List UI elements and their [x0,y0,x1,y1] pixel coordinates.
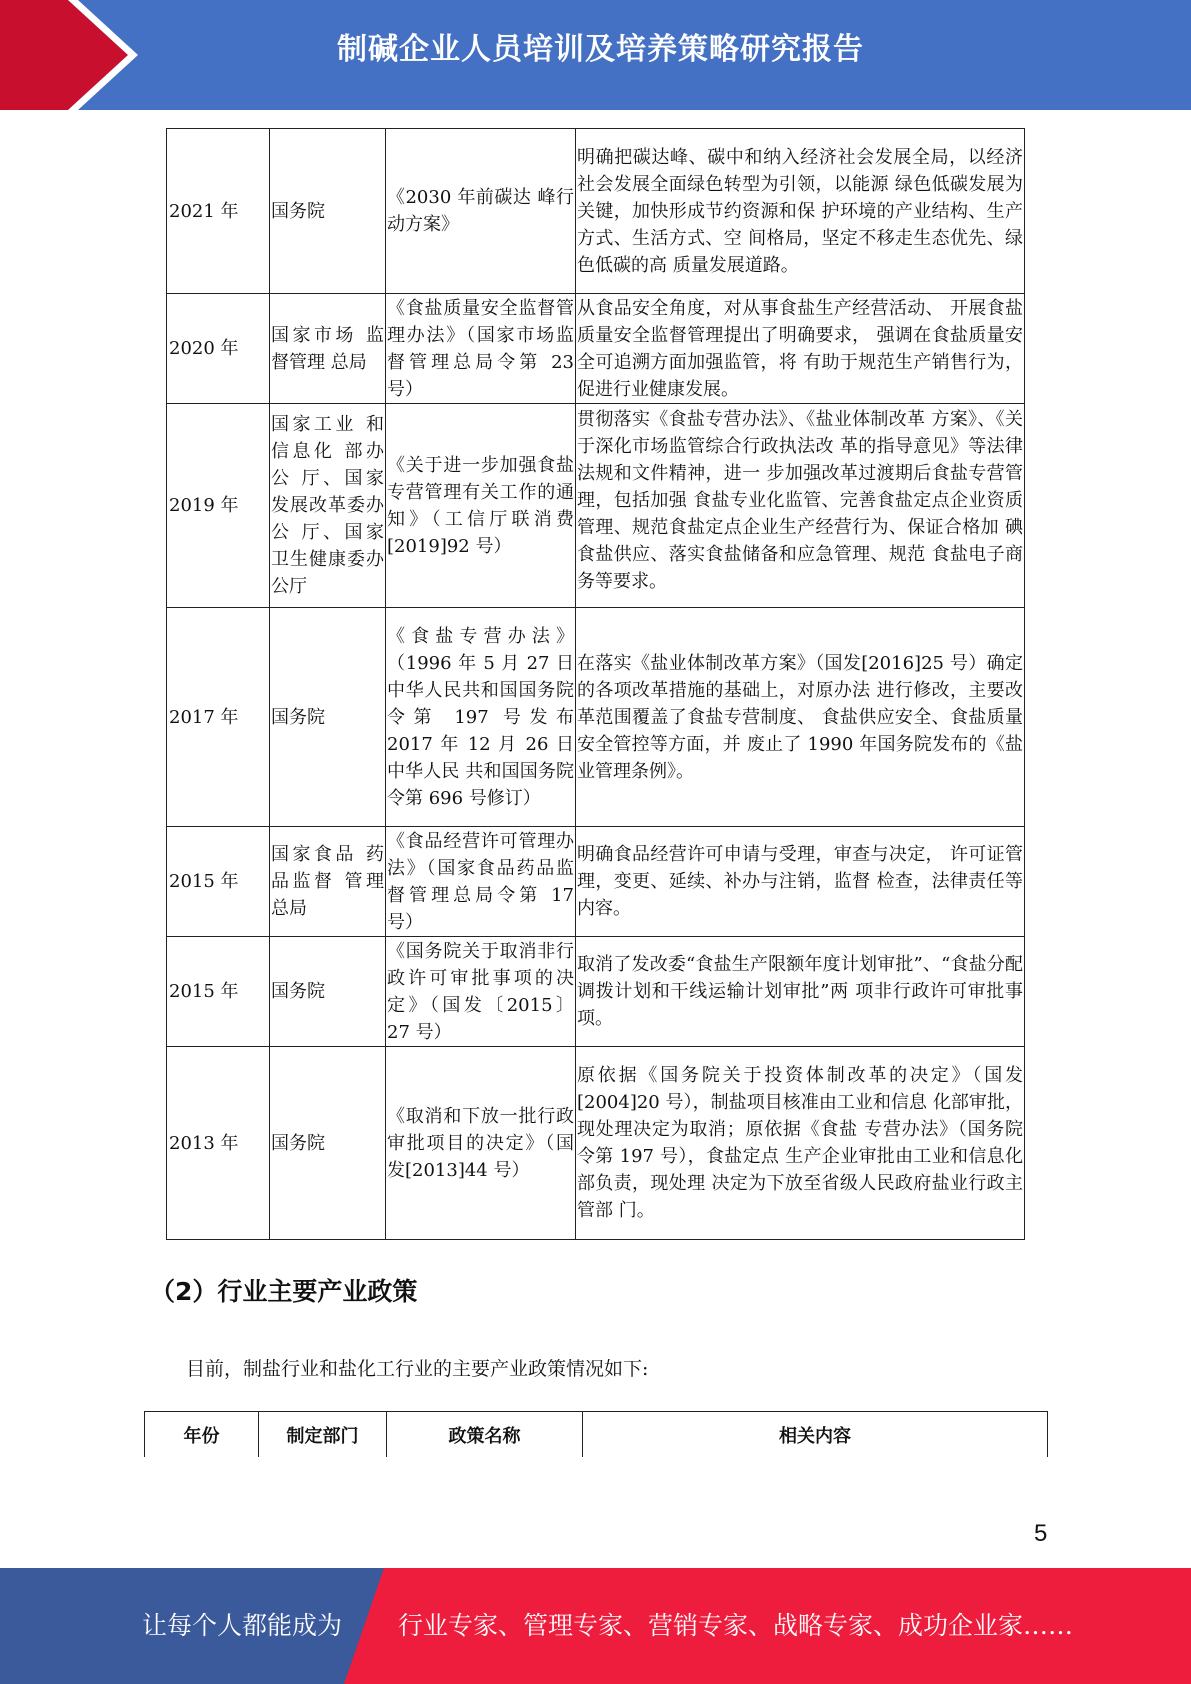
policy-cell: 《2030 年前碳达 峰行动方案》 [386,129,576,294]
year-cell: 2017 年 [167,608,270,827]
policy-cell: 《食盐质量安全监督管理办法》（国家市场监督管理总局令第 23 号） [386,294,576,404]
content-cell: 明确把碳达峰、碳中和纳入经济社会发展全局，以经济社会发展全面绿色转型为引领，以能源 绿色低碳发展为关键，加快形成节约资源和保 护环境的产业结构、生产方式、生活方式、空 间格局，坚定不移走生态优先、绿色低碳的高 质量发展道路。 [576,129,1025,294]
year-cell: 2020 年 [167,294,270,404]
content-cell [576,404,1025,608]
industry-policy-table [144,1411,1048,1457]
table-row [167,937,1025,1047]
column-header-year: 年份 [145,1412,259,1458]
policy-table [166,128,1025,1240]
content-text: 贯彻落实《食盐专营办法》、《盐业体制改革 方案》、《关于深化市场监管综合行政执法改 革的指导意见》等法律法规和文件精神，进一 步加强改革过渡期后食盐专营管理，包括加强 食盐专业化监管、完善食盐定点企业资质管理、规范食盐定点企业生产经营行为、保证合格加 碘食盐供应、落实食盐储备和应急管理、规范 食盐电子商务等要求。 [577,408,1023,592]
table-row [167,827,1025,937]
page-number: 5 [1034,1520,1048,1547]
dept-cell: 国务院 [270,129,386,294]
year-cell: 2021 年 [167,129,270,294]
table-row [167,294,1025,404]
dept-cell: 国务院 [270,608,386,827]
year-cell: 2015 年 [167,827,270,937]
dept-cell: 国家食品 药品监督 管理总局 [270,827,386,937]
table-row [167,608,1025,827]
content-cell: 取消了发改委“食盐生产限额年度计划审批”、“食盐分配调拨计划和干线运输计划审批”两 项非行政许可审批事项。 [576,937,1025,1047]
year-cell: 2015 年 [167,937,270,1047]
column-header-content: 相关内容 [583,1412,1048,1458]
dept-cell: 国家工业 和信息化 部办公 厅、国家发展改革委办公 厅、国家 卫生健康委办公厅 [270,404,386,608]
dept-cell: 国家市场 监督管理 总局 [270,294,386,404]
content-cell: 在落实《盐业体制改革方案》（国发[2016]25 号）确定的各项改革措施的基础上，对原办法 进行修改，主要改革范围覆盖了食盐专营制度、 食盐供应安全、食盐质量安全管控等方面，并 废止了 1990 年国务院发布的《盐业管理条例》。 [576,608,1025,827]
content-cell: 原依据《国务院关于投资体制改革的决定》（国发[2004]20 号），制盐项目核准由工业和信息 化部审批，现处理决定为取消；原依据《食盐 专营办法》（国务院令第 197 号），食盐定点 生产企业审批由工业和信息化部负责，现处理 决定为下放至省级人民政府盐业行政主管部 门。 [576,1047,1025,1240]
column-header-dept: 制定部门 [259,1412,387,1458]
year-cell: 2019 年 [167,404,270,608]
policy-cell: 《食品经营许可管理办法》（国家食品药品监督管理总局令第 17 号） [386,827,576,937]
intro-paragraph: 目前，制盐行业和盐化工行业的主要产业政策情况如下: [186,1358,649,1380]
year-cell: 2013 年 [167,1047,270,1240]
policy-cell: 《国务院关于取消非行政许可审批事项的决定》（国发〔2015〕 27 号） [386,937,576,1047]
content-cell: 明确食品经营许可申请与受理，审查与决定， 许可证管理，变更、延续、补办与注销，监督 检查，法律责任等内容。 [576,827,1025,937]
report-title: 制碱企业人员培训及培养策略研究报告 [337,32,864,67]
policy-cell: 《取消和下放一批行政审批项目的决定》（国发[2013]44 号） [386,1047,576,1240]
table-row [167,1047,1025,1240]
policy-cell: 《关于进一步加强食盐专营管理有关工作的通知》（工信厅联消费 [2019]92 号） [386,404,576,608]
table-row [167,129,1025,294]
footer-slogan-right: 行业专家、管理专家、营销专家、战略专家、成功企业家…… [398,1611,1074,1640]
table-header-row [145,1412,1048,1458]
dept-cell: 国务院 [270,937,386,1047]
footer-slogan-left: 让每个人都能成为 [142,1611,343,1640]
column-header-policy: 政策名称 [387,1412,583,1458]
dept-cell: 国务院 [270,1047,386,1240]
content-cell: 从食品安全角度，对从事食盐生产经营活动、 开展食盐质量安全监督管理提出了明确要求， 强调在食盐质量安全可追溯方面加强监管，将 有助于规范生产销售行为，促进行业健康发展。 [576,294,1025,404]
section-heading: （2）行业主要产业政策 [150,1277,418,1306]
policy-cell: 《食盐专营办法》（1996 年 5 月 27 日中华人民共和国国务院令第 197 号发布 2017 年 12 月 26 日中华人民 共和国国务院令第 696 号修订） [386,608,576,827]
table-row [167,404,1025,608]
